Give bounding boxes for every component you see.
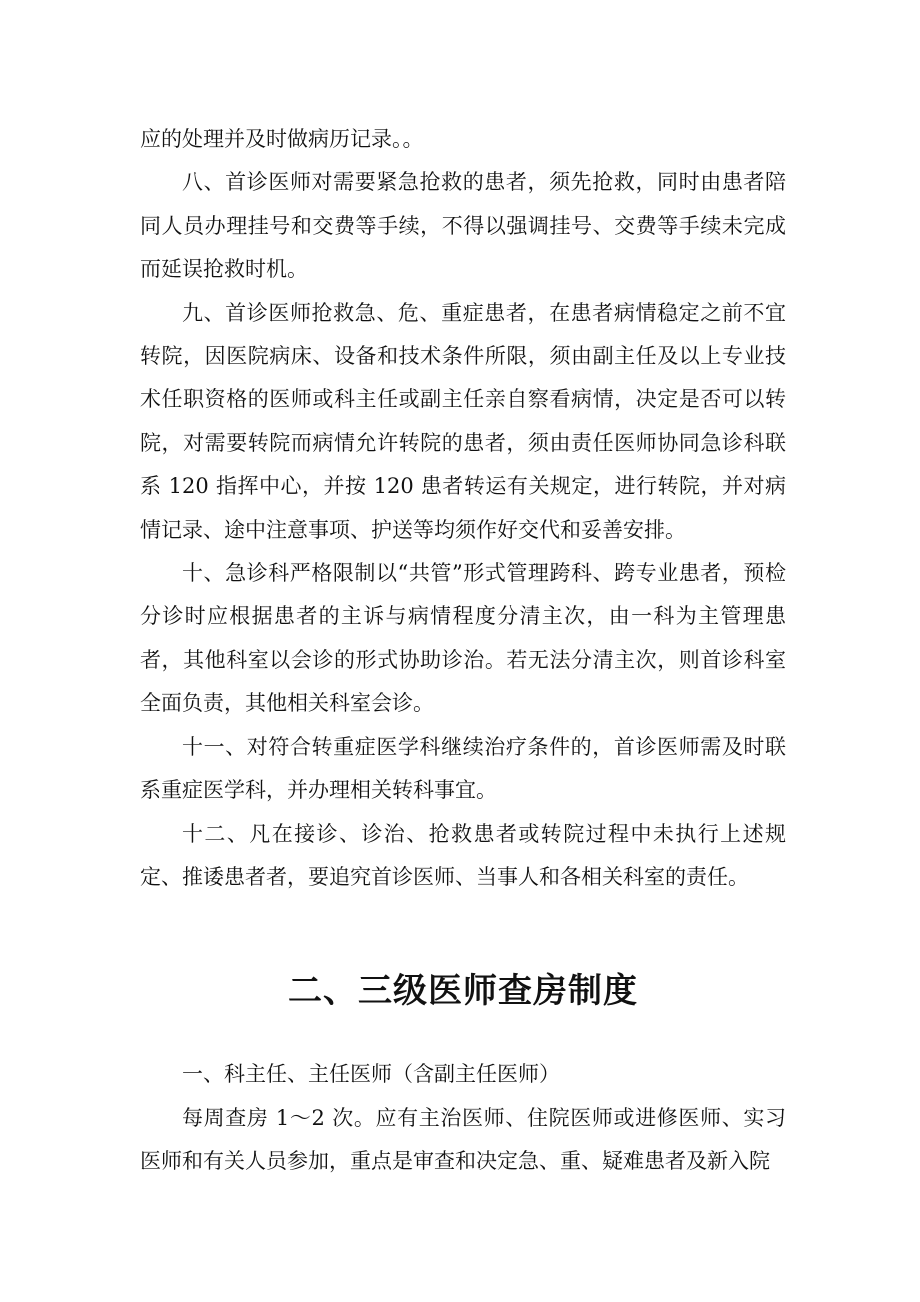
paragraph-ward-round: 每周查房 1～2 次。应有主治医师、住院医师或进修医师、实习医师和有关人员参加，重点是审查和决定急、重、疑难患者及新入院 — [140, 1105, 786, 1174]
spacer — [140, 899, 786, 969]
spacer — [140, 1013, 786, 1053]
paragraph-item-10: 十、急诊科严格限制以“共管”形式管理跨科、跨专业患者，预检分诊时应根据患者的主诉与病情程度分清主次，由一科为主管理患者，其他科室以会诊的形式协助诊治。若无法分清主次，则首诊科室全面负责，其他相关科室会诊。 — [140, 561, 786, 716]
paragraph-continuation: 应的处理并及时做病历记录。。 — [140, 127, 424, 151]
subsection-heading: 一、科主任、主任医师（含副主任医师） — [182, 1062, 560, 1087]
paragraph-item-11: 十一、对符合转重症医学科继续治疗条件的，首诊医师需及时联系重症医学科，并办理相关转科事宜。 — [140, 734, 786, 803]
document-body — [140, 118, 786, 1184]
section-title: 二、三级医师查房制度 — [288, 971, 638, 1012]
paragraph-item-9: 九、首诊医师抢救急、危、重症患者，在患者病情稳定之前不宜转院，因医院病床、设备和技术条件所限，须由副主任及以上专业技术任职资格的医师或科主任或副主任亲自察看病情，决定是否可以转院，对需要转院而病情允许转院的患者，须由责任医师协同急诊科联系 120 指挥中心，并按 120 患者转运有关规定，进行转院，并对病情记录、途中注意事项、护送等均须作好交代和妥善安排。 — [140, 300, 786, 542]
paragraph-item-12: 十二、凡在接诊、诊治、抢救患者或转院过程中未执行上述规定、推诿患者者，要追究首诊医师、当事人和各相关科室的责任。 — [140, 821, 786, 889]
paragraph-item-8: 八、首诊医师对需要紧急抢救的患者，须先抢救，同时由患者陪同人员办理挂号和交费等手续，不得以强调挂号、交费等手续未完成而延误抢救时机。 — [140, 170, 786, 282]
